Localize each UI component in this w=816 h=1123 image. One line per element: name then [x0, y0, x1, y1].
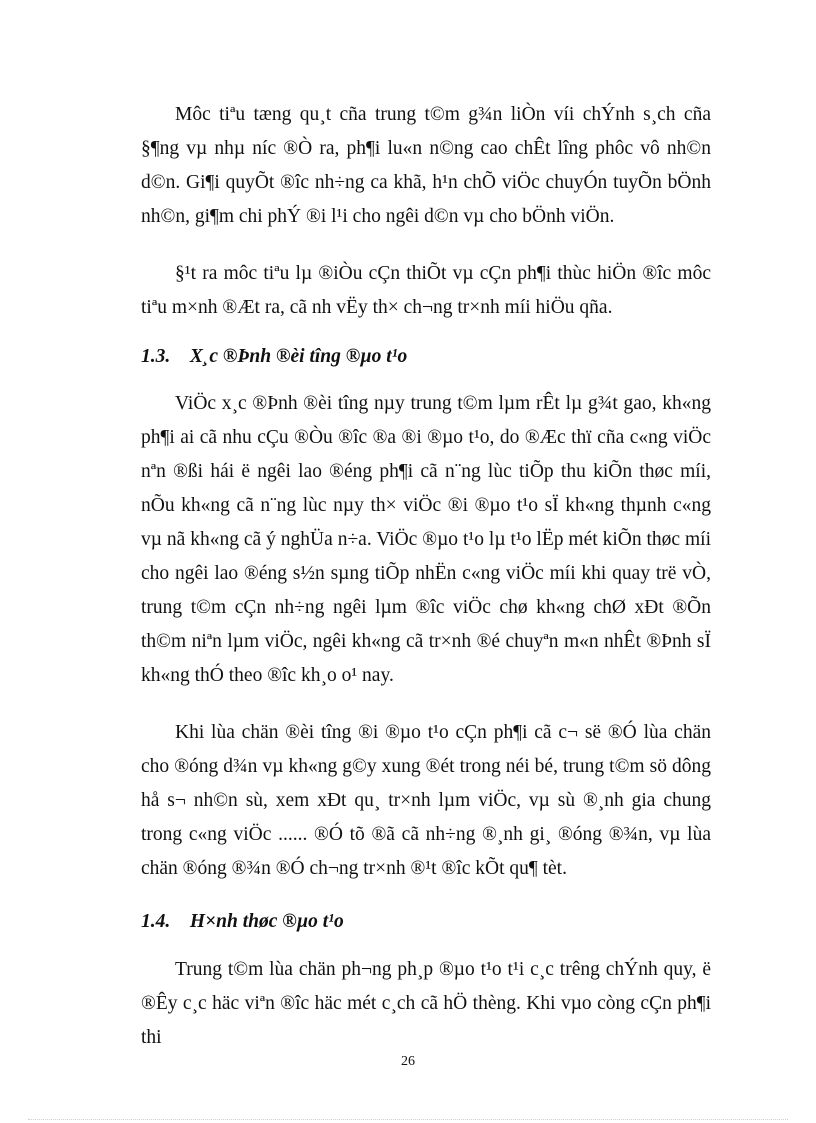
section-number: 1.3. [141, 346, 171, 367]
paragraph-goal-setting: §¹t ra môc tiªu lµ ®iÒu cÇn thiÕt vµ cÇn ph¶i thùc hiÖn ®îc môc tiªu m×nh ®Æt ra, cã nh vËy th× ch¬ng tr×nh míi hiÖu qña. [141, 263, 711, 318]
paragraph-target-selection: ViÖc x¸c ®Þnh ®èi tîng nµy trung t©m lµm rÊt lµ g¾t gao, kh«ng ph¶i ai cã nhu cÇu ®Òu ®îc ®a ®i ®µo t¹o, do ®Æc thï cña c«ng viÖc nªn ®ßi hái ë ngêi lao ®éng ph¶i cã n¨ng lùc tiÕp thu kiÕn thøc míi, nÕu kh«ng cã n¨ng lùc nµy th× viÖc ®i ®µo t¹o sÏ kh«ng thµnh c«ng vµ nã kh«ng cã ý nghÜa n÷a. ViÖc ®µo t¹o lµ t¹o lËp mét kiÕn thøc míi cho ngêi lao ®éng s½n sµng tiÕp nhËn c«ng viÖc míi khi quay trë vÒ, trung t©m cÇn nh÷ng ngêi lµm ®îc viÖc chø kh«ng chØ xÐt ®Õn th©m niªn lµm viÖc, ngêi kh«ng cã tr×nh ®é chuyªn m«n nhÊt ®Þnh sÏ kh«ng thÓ theo ®îc kh¸o o¹ nay. [141, 393, 711, 686]
section-number: 1.4. [141, 911, 171, 932]
section-heading-1-4 [141, 907, 711, 937]
section-title: H×nh thøc ®µo t¹o [189, 911, 344, 932]
paragraph-training-method: Trung t©m lùa chän ph¬ng ph¸p ®µo t¹o t¹i c¸c trêng chÝnh quy, ë ®Êy c¸c häc viªn ®îc häc mét c¸ch cã hÖ thèng. Khi vµo còng cÇn ph¶i thi [141, 959, 711, 1048]
paragraph-selection-criteria: Khi lùa chän ®èi tîng ®i ®µo t¹o cÇn ph¶i cã c¬ së ®Ó lùa chän cho ®óng d¾n vµ kh«ng g©y xung ®ét trong néi bé, trung t©m sö dông hå s¬ nh©n sù, xem xÐt qu¸ tr×nh lµm viÖc, vµ sù ®¸nh gia chung trong c«ng viÖc ...... ®Ó tõ ®ã cã nh÷ng ®¸nh gi¸ ®óng ®¾n, vµ lùa chän ®óng ®¾n ®Ó ch¬ng tr×nh ®¹t ®îc kÕt qu¶ tèt. [141, 722, 711, 879]
paragraph-objectives: Môc tiªu tæng qu¸t cña trung t©m g¾n liÒn víi chÝnh s¸ch cña §¶ng vµ nhµ níc ®Ò ra, ph¶i lu«n n©ng cao chÊt lîng phôc vô nh©n d©n. Gi¶i quyÕt ®îc nh÷ng ca khã, h¹n chÕ viÖc chuyÓn tuyÕn bÖnh nh©n, gi¶m chi phÝ ®i l¹i cho ngêi d©n vµ cho bÖnh viÖn. [141, 104, 711, 227]
page-bottom-border [28, 1119, 788, 1120]
section-title: X¸c ®Þnh ®èi tîng ®µo t¹o [189, 346, 408, 367]
page-number: 26 [401, 1054, 415, 1069]
section-heading-1-3 [141, 342, 711, 372]
